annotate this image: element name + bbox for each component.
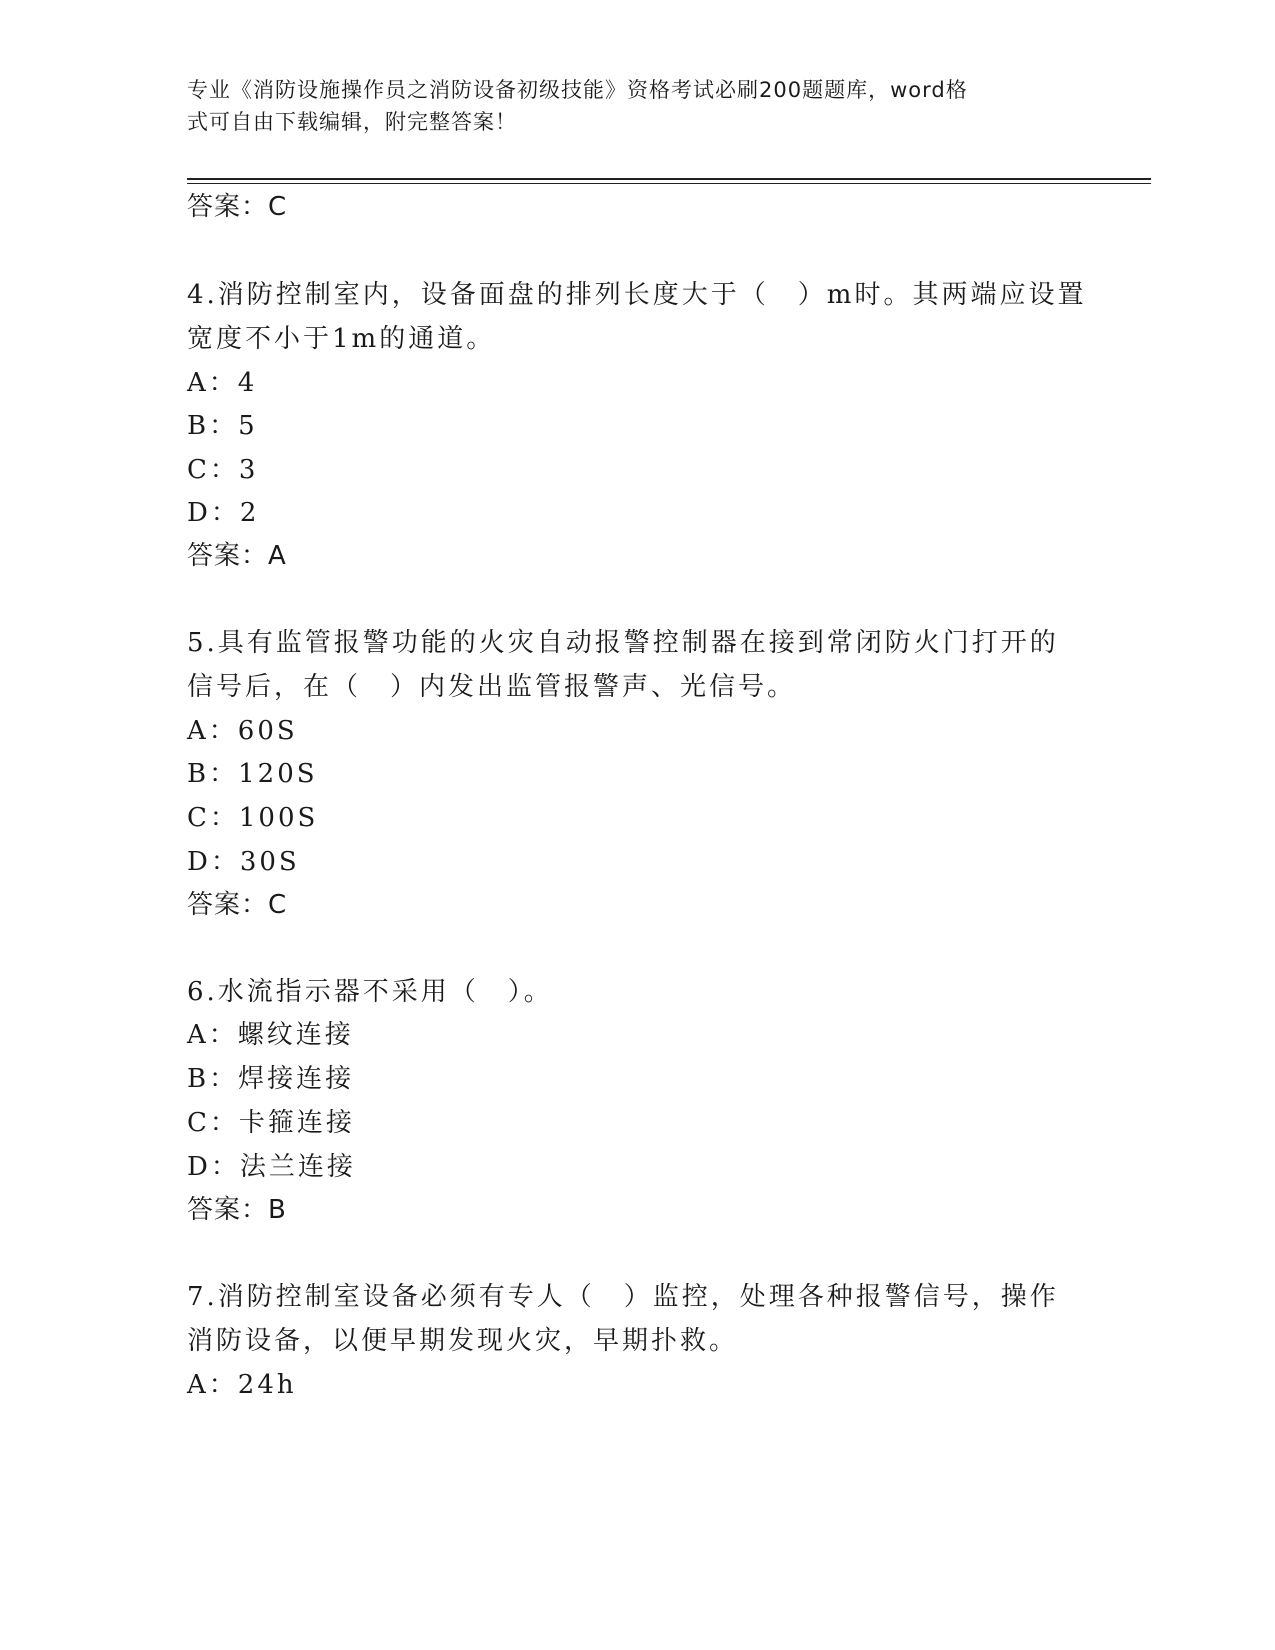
q6-option-a: A：螺纹连接 xyxy=(187,1020,354,1050)
q5-option-c: C：100S xyxy=(187,803,319,833)
q5-answer: 答案：C xyxy=(187,890,288,920)
q4-option-a: A：4 xyxy=(187,368,258,398)
q7-option-a: A：24h xyxy=(187,1370,297,1400)
q4-answer: 答案：A xyxy=(187,541,287,571)
q4-option-d: D：2 xyxy=(187,498,260,528)
q7-text-line-1: 7.消防控制室设备必须有专人（ ）监控，处理各种报警信号，操作 xyxy=(187,1282,1059,1312)
header-rule-thin xyxy=(187,183,1151,184)
header-line-2: 式可自由下载编辑，附完整答案！ xyxy=(187,110,517,134)
header-rule-thick xyxy=(187,178,1151,180)
q4-option-c: C：3 xyxy=(187,455,259,485)
answer-prev: 答案：C xyxy=(187,192,288,222)
q6-option-b: B：焊接连接 xyxy=(187,1064,355,1094)
q5-option-b: B：120S xyxy=(187,759,318,789)
q5-option-d: D：30S xyxy=(187,847,300,877)
header-line-1: 专业《消防设施操作员之消防设备初级技能》资格考试必刷200题题库，word格 xyxy=(187,78,968,102)
q6-option-d: D：法兰连接 xyxy=(187,1152,356,1182)
document-header xyxy=(187,74,1067,138)
q7-text-line-2: 消防设备，以便早期发现火灾，早期扑救。 xyxy=(187,1326,739,1356)
q6-text-line-1: 6.水流指示器不采用（ ）。 xyxy=(187,977,553,1007)
q4-option-b: B：5 xyxy=(187,411,258,441)
q4-text-line-1: 4.消防控制室内，设备面盘的排列长度大于（ ）m时。其两端应设置 xyxy=(187,280,1087,310)
q4-text-line-2: 宽度不小于1m的通道。 xyxy=(187,324,496,354)
q5-option-a: A：60S xyxy=(187,716,298,746)
q5-text-line-1: 5.具有监管报警功能的火灾自动报警控制器在接到常闭防火门打开的 xyxy=(187,628,1059,658)
q6-answer: 答案：B xyxy=(187,1195,287,1225)
q6-option-c: C：卡箍连接 xyxy=(187,1108,355,1138)
q5-text-line-2: 信号后，在（ ）内发出监管报警声、光信号。 xyxy=(187,672,797,702)
